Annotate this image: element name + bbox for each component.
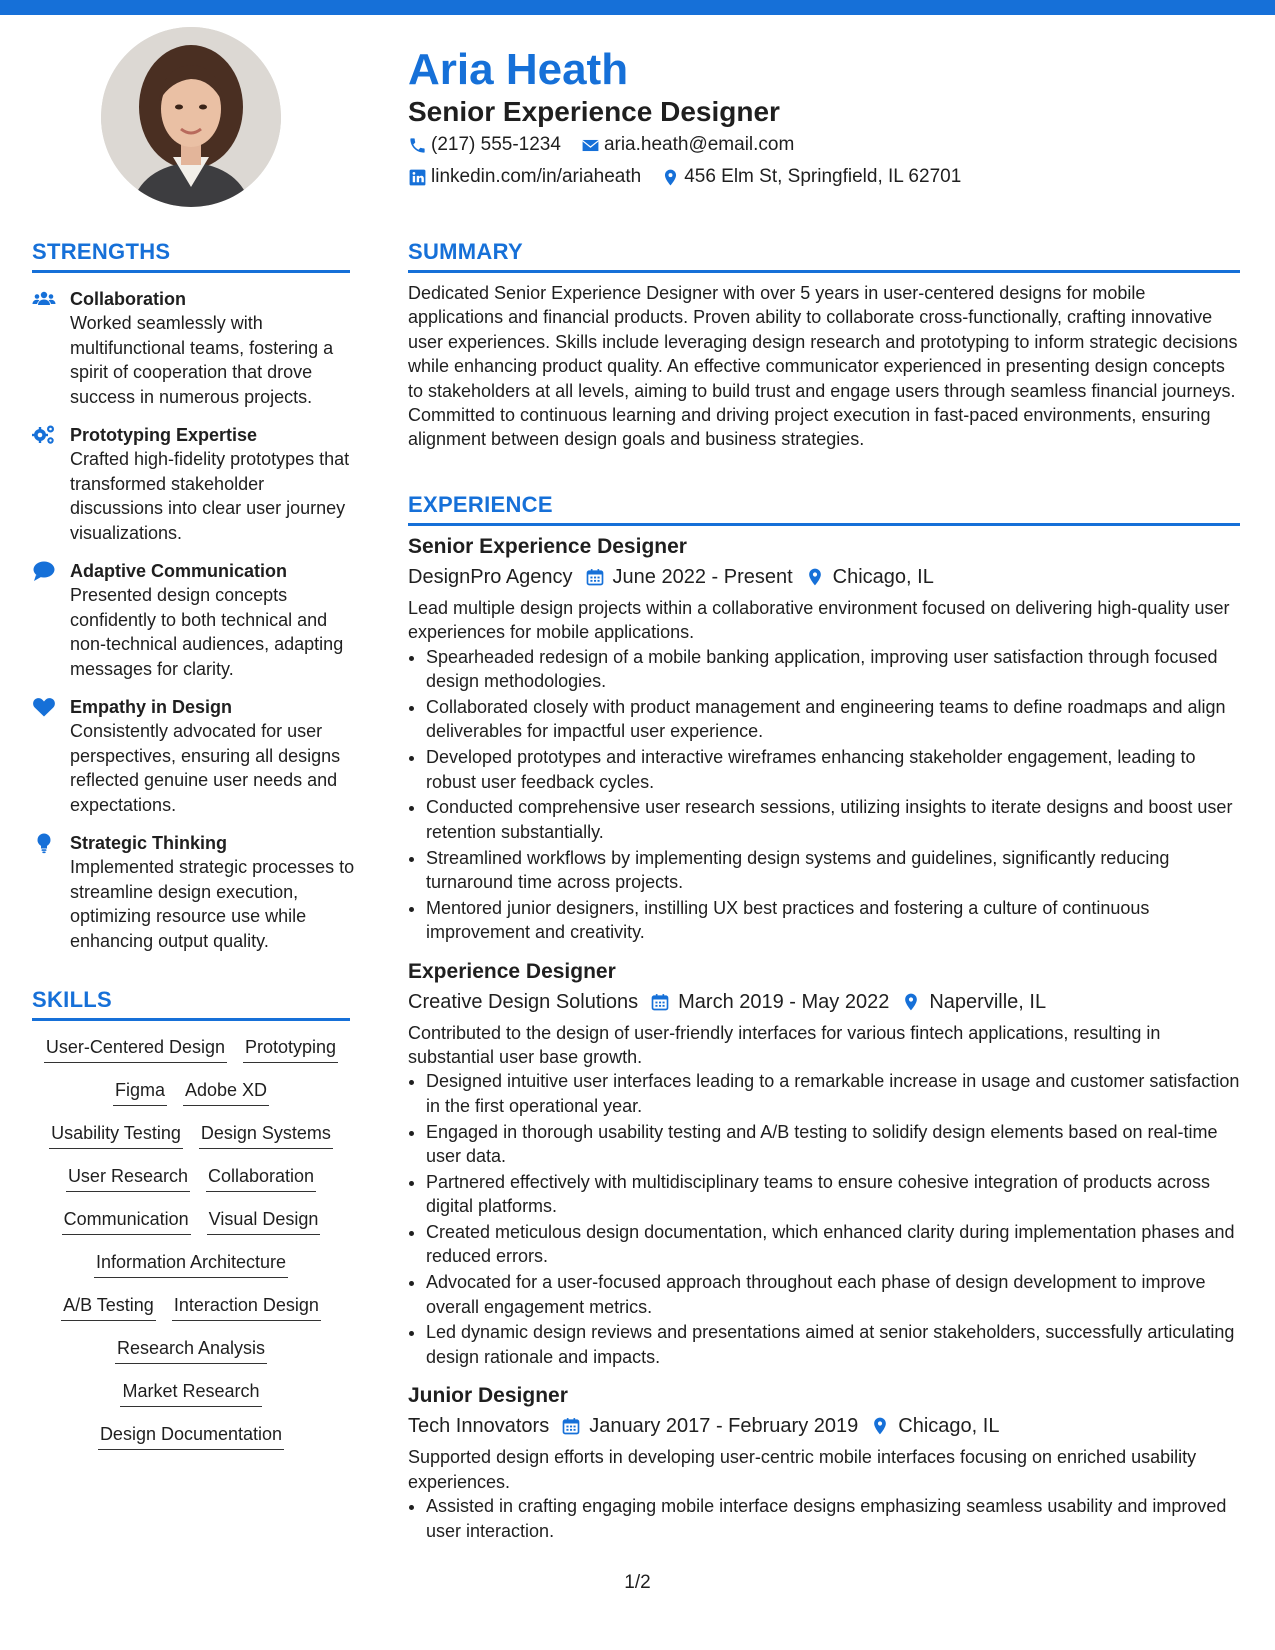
strength-text: Consistently advocated for user perspectives, ensuring all designs reflected genuine user needs and expectations. <box>70 721 341 815</box>
job-description: Contributed to the design of user-friendly interfaces for various fintech applications, resulting in substantial user base growth. <box>408 1022 1161 1068</box>
envelope-icon <box>581 136 600 155</box>
job-bullet: • Assisted in crafting engaging mobile interface designs emphasizing seamless usability and improved user interaction. <box>426 1494 1240 1543</box>
job-title: Junior Designer <box>408 1384 568 1408</box>
skill-tag: Information Architecture <box>94 1250 288 1278</box>
strength-text: Crafted high-fidelity prototypes that transformed stakeholder discussions into clear user journey visualizations. <box>70 449 350 543</box>
job-bullet: • Created meticulous design documentation, which enhanced clarity during implementation phases and reduced errors. <box>426 1220 1240 1269</box>
job-bullet: • Led dynamic design reviews and presentations aimed at senior stakeholders, successfully articulating design rationale and impacts. <box>426 1320 1240 1369</box>
job-bullet: • Spearheaded redesign of a mobile banking application, improving user satisfaction through focused design methodologies. <box>426 645 1240 694</box>
job-meta <box>408 987 1240 1017</box>
skill-tag: Market Research <box>120 1379 261 1407</box>
calendar-icon <box>561 1416 581 1436</box>
job-bullets <box>408 645 1240 945</box>
email-text: aria.heath@email.com <box>603 134 795 155</box>
skill-tag: Figma <box>113 1078 167 1106</box>
strength-item <box>32 423 362 545</box>
strength-text: Implemented strategic processes to streamline design execution, optimizing resource use while enhancing output quality. <box>70 857 355 951</box>
job-entry <box>408 957 1240 1370</box>
skill-tag: Adobe XD <box>183 1078 269 1106</box>
strength-title: Empathy in Design <box>70 697 233 717</box>
skill-tag: Research Analysis <box>115 1336 267 1364</box>
location-icon-wrap <box>870 1416 890 1436</box>
gears-icon <box>32 424 58 446</box>
phone-icon <box>408 136 427 155</box>
strength-title: Prototyping Expertise <box>70 425 258 445</box>
map-pin-icon <box>901 992 921 1012</box>
job-entry <box>408 1381 1240 1543</box>
heart-icon <box>32 696 58 718</box>
skill-tag: User-Centered Design <box>44 1035 227 1063</box>
calendar-icon-wrap <box>650 992 670 1012</box>
linkedin-icon <box>408 168 427 187</box>
job-bullet: • Mentored junior designers, instilling UX best practices and fostering a culture of continuous improvement and creativity. <box>426 896 1240 945</box>
job-description: Supported design efforts in developing user-centric mobile interfaces focusing on enriched usability experiences. <box>408 1447 1197 1492</box>
skill-row <box>32 1035 350 1063</box>
location-icon-wrap <box>901 992 921 1012</box>
skill-tag: Visual Design <box>207 1207 321 1235</box>
strengths-heading: STRENGTHS <box>32 237 350 273</box>
job-description: Lead multiple design projects within a collaborative environment focused on delivering high-quality user experiences for mobile applications. <box>408 598 1230 643</box>
contact-address <box>661 166 961 188</box>
strength-content <box>70 831 362 953</box>
map-pin-icon <box>870 1416 890 1436</box>
strength-title: Collaboration <box>70 289 186 309</box>
calendar-icon <box>650 992 670 1012</box>
calendar-icon-wrap <box>585 567 605 587</box>
calendar-icon <box>585 567 605 587</box>
strength-item <box>32 287 362 409</box>
job-bullets <box>408 1069 1240 1369</box>
skill-row <box>32 1336 350 1364</box>
strength-text: Worked seamlessly with multifunctional teams, fostering a spirit of cooperation that drove success in numerous projects. <box>70 313 334 407</box>
contact-row-2 <box>408 166 981 188</box>
skill-row <box>32 1422 350 1450</box>
profile-photo <box>101 27 281 207</box>
strength-title: Adaptive Communication <box>70 561 288 581</box>
skills-heading: SKILLS <box>32 985 350 1021</box>
job-meta <box>408 1411 1240 1441</box>
job-company: DesignPro Agency <box>408 566 573 588</box>
job-dates: March 2019 - May 2022 <box>678 990 890 1013</box>
contact-email[interactable] <box>581 134 794 156</box>
summary-text: Dedicated Senior Experience Designer with over 5 years in user-centered designs for mobile applications and financial products. Proven ability to collaborate cross-functionally, crafting innovative user experiences. Skills include leveraging design research and prototyping to inform strategic decisions while enhancing product quality. An effective communicator experienced in presenting design concepts to stakeholders at all levels, aiming to build trust and engage users through seamless financial journeys. Committed to continuous learning and driving project execution in fast-paced environments, ensuring alignment between design goals and business strategies. <box>408 283 1238 450</box>
strength-content <box>70 287 362 409</box>
skill-tag: A/B Testing <box>61 1293 156 1321</box>
job-bullet: • Advocated for a user-focused approach throughout each phase of design development to improve overall engagement metrics. <box>426 1270 1240 1319</box>
job-bullet: • Collaborated closely with product management and engineering teams to define roadmaps and align deliverables for impactful user experience. <box>426 695 1240 744</box>
skills-list <box>32 1035 350 1465</box>
job-bullets <box>408 1494 1240 1543</box>
skill-row <box>32 1293 350 1321</box>
skill-tag: User Research <box>66 1164 190 1192</box>
job-title: Senior Experience Designer <box>408 535 687 558</box>
contact-phone[interactable] <box>408 134 561 156</box>
skill-tag: Usability Testing <box>49 1121 183 1149</box>
top-accent-bar <box>0 0 1275 15</box>
profile-photo-image <box>101 27 281 207</box>
strength-item <box>32 695 362 817</box>
speech-bubble-icon <box>32 560 58 582</box>
skill-tag: Prototyping <box>243 1035 338 1063</box>
job-location: Chicago, IL <box>832 566 934 588</box>
job-dates: January 2017 - February 2019 <box>589 1415 859 1438</box>
job-bullet: • Partnered effectively with multidisciplinary teams to ensure cohesive integration of products across digital platforms. <box>426 1170 1240 1219</box>
summary-heading: SUMMARY <box>408 237 1240 273</box>
skill-row <box>32 1121 350 1149</box>
strength-content <box>70 695 362 817</box>
strength-item <box>32 831 362 953</box>
linkedin-text: linkedin.com/in/ariaheath <box>431 166 642 187</box>
strength-content <box>70 423 362 545</box>
address-text: 456 Elm St, Springfield, IL 62701 <box>684 166 962 187</box>
contact-row-1 <box>408 134 814 156</box>
map-pin-icon <box>805 567 825 587</box>
strength-text: Presented design concepts confidently to both technical and non-technical audiences, adapting messages for clarity. <box>70 585 344 679</box>
strengths-list <box>32 287 362 967</box>
phone-text: (217) 555-1234 <box>431 134 561 155</box>
skill-row <box>32 1250 350 1278</box>
skill-row <box>32 1379 350 1407</box>
experience-heading: EXPERIENCE <box>408 490 1240 526</box>
strength-title: Strategic Thinking <box>70 833 228 853</box>
page-number: 1/2 <box>624 1572 651 1593</box>
job-location: Chicago, IL <box>898 1415 1000 1438</box>
job-bullet: • Developed prototypes and interactive wireframes enhancing stakeholder engagement, leading to robust user feedback cycles. <box>426 745 1240 794</box>
map-pin-icon <box>661 168 680 187</box>
job-title: Experience Designer <box>408 959 616 983</box>
experience-list <box>408 532 1240 1555</box>
strength-content <box>70 559 362 681</box>
candidate-name: Aria Heath <box>408 45 629 94</box>
calendar-icon-wrap <box>561 1416 581 1436</box>
job-company: Tech Innovators <box>408 1415 550 1438</box>
users-icon <box>32 288 58 310</box>
job-bullet: • Conducted comprehensive user research sessions, utilizing insights to iterate designs and boost user retention substantially. <box>426 795 1240 844</box>
lightbulb-icon <box>32 832 58 854</box>
job-meta <box>408 562 1240 592</box>
strength-item <box>32 559 362 681</box>
job-location: Naperville, IL <box>929 990 1047 1013</box>
candidate-title: Senior Experience Designer <box>408 96 780 127</box>
skill-tag: Communication <box>62 1207 191 1235</box>
skill-row <box>32 1078 350 1106</box>
skill-tag: Interaction Design <box>172 1293 321 1321</box>
job-company: Creative Design Solutions <box>408 990 639 1013</box>
skill-row <box>32 1164 350 1192</box>
location-icon-wrap <box>805 567 825 587</box>
job-bullet: • Engaged in thorough usability testing and A/B testing to solidify design elements based on real-time user data. <box>426 1120 1240 1169</box>
job-dates: June 2022 - Present <box>612 566 793 588</box>
skill-tag: Design Systems <box>199 1121 333 1149</box>
skill-tag: Design Documentation <box>98 1422 284 1450</box>
contact-linkedin[interactable] <box>408 166 641 188</box>
skill-tag: Collaboration <box>206 1164 316 1192</box>
job-bullet: • Designed intuitive user interfaces leading to a remarkable increase in usage and customer satisfaction in the first operational year. <box>426 1069 1240 1118</box>
job-entry <box>408 532 1240 945</box>
job-bullet: • Streamlined workflows by implementing design systems and guidelines, significantly reducing turnaround time across projects. <box>426 846 1240 895</box>
skill-row <box>32 1207 350 1235</box>
